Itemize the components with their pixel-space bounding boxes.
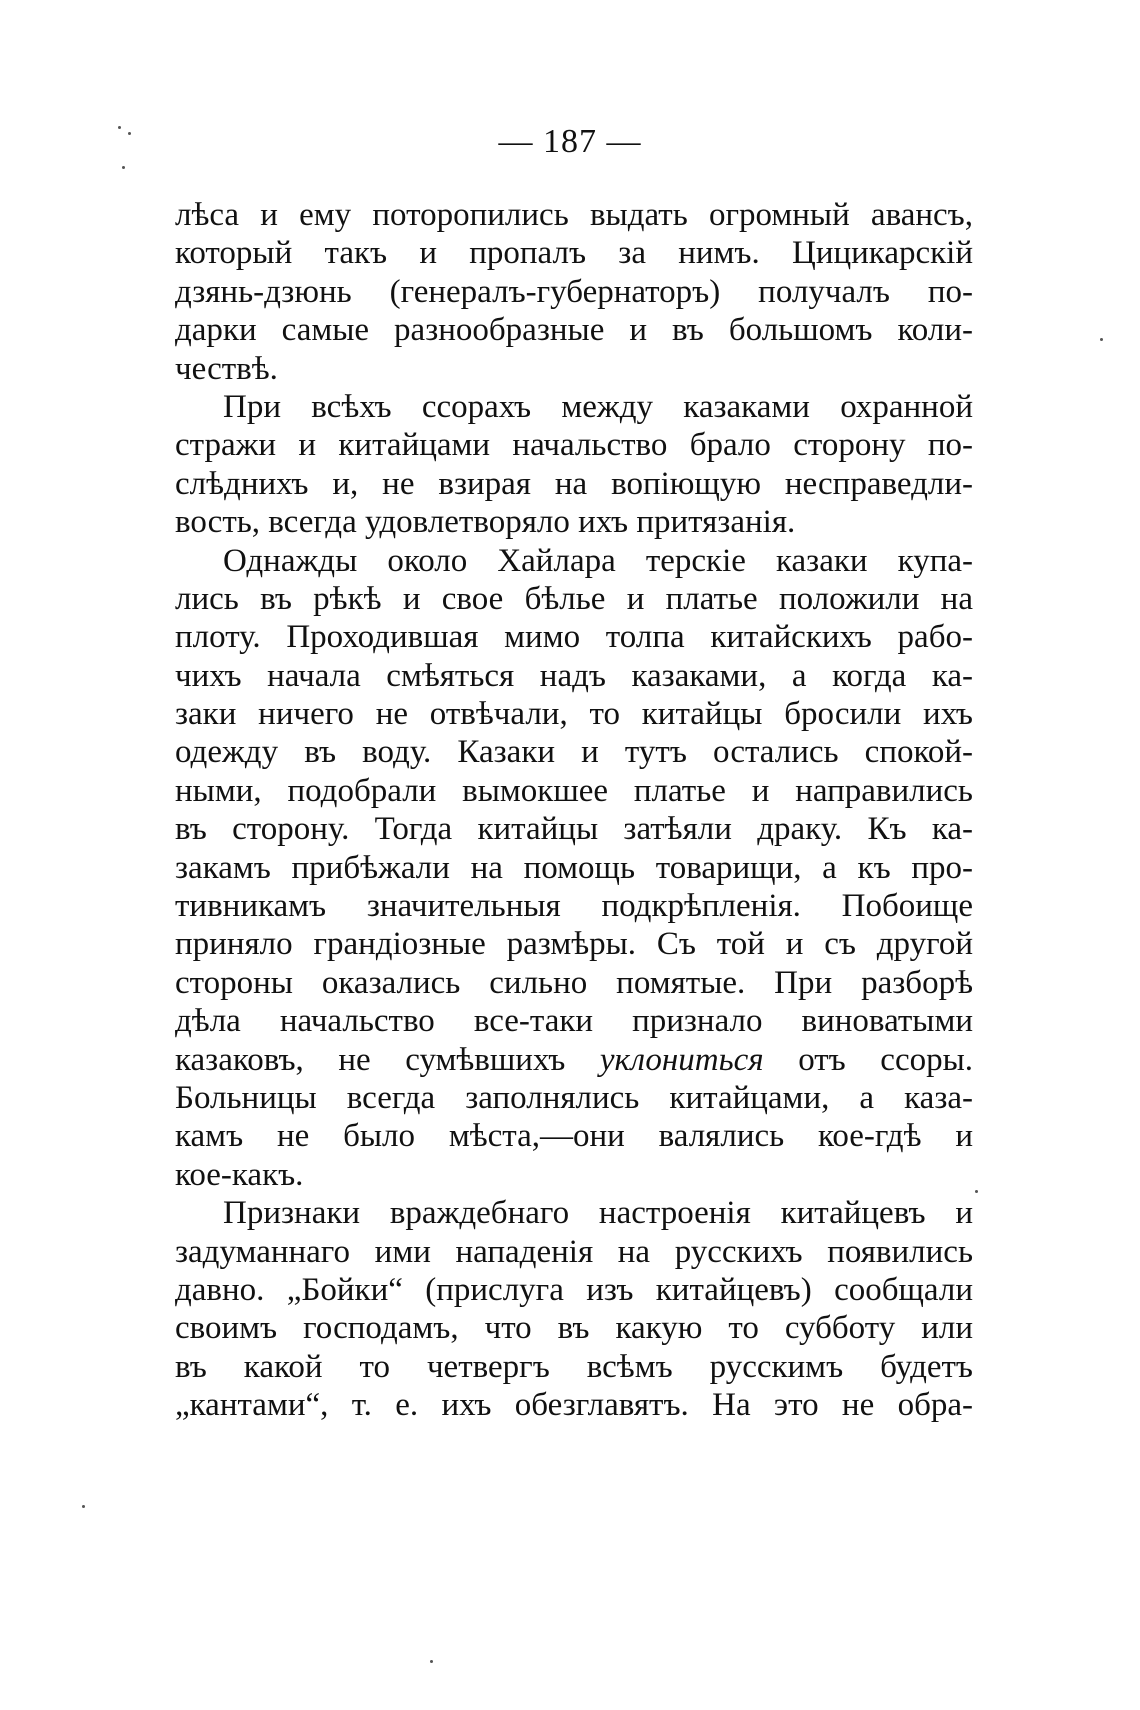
text-line: закамъ прибѣжали на помощь товарищи, а къ про- bbox=[175, 849, 973, 886]
text-line: заки ничего не отвѣчали, то китайцы бросили ихъ bbox=[175, 696, 973, 733]
emphasized-word: уклониться bbox=[599, 1041, 764, 1078]
text-line: камъ не было мѣста,—они валялись кое-гдѣ и bbox=[175, 1118, 973, 1155]
text-line: чествѣ. bbox=[175, 350, 278, 387]
text-line: который такъ и пропалъ за нимъ. Цицикарскій bbox=[175, 235, 973, 272]
text-line-with-emphasis bbox=[175, 1041, 973, 1079]
paragraph-2 bbox=[175, 388, 973, 542]
text-line: приняло грандіозные размѣры. Съ той и съ другой bbox=[175, 926, 973, 963]
text-line: слѣднихъ и, не взирая на вопіющую несправедли- bbox=[175, 465, 973, 502]
text-line: ными, подобрали вымокшее платье и направились bbox=[175, 772, 973, 809]
text-line: одежду въ воду. Казаки и тутъ остались спокой- bbox=[175, 734, 973, 771]
text-segment: отъ ссоры. bbox=[798, 1041, 973, 1078]
text-line: давно. „Бойки“ (прислуга изъ китайцевъ) сообщали bbox=[175, 1271, 973, 1308]
scan-speck bbox=[430, 1660, 433, 1663]
scan-speck bbox=[118, 126, 121, 129]
text-line: Однажды около Хайлара терскіе казаки купа- bbox=[223, 542, 973, 579]
text-segment: казаковъ, не сумѣвшихъ bbox=[175, 1041, 566, 1078]
text-line: кое-какъ. bbox=[175, 1156, 304, 1193]
text-line: стражи и китайцами начальство брало сторону по- bbox=[175, 427, 973, 464]
text-line: вость, всегда удовлетворяло ихъ притязанія. bbox=[175, 504, 796, 541]
text-line: стороны оказались сильно помятые. При разборѣ bbox=[175, 964, 973, 1001]
text-line: въ сторону. Тогда китайцы затѣяли драку. Къ ка- bbox=[175, 811, 973, 848]
scan-speck bbox=[975, 1190, 978, 1193]
text-line: плоту. Проходившая мимо толпа китайскихъ рабо- bbox=[175, 619, 973, 656]
text-line: Больницы всегда заполнялись китайцами, а каза- bbox=[175, 1079, 973, 1116]
paragraph-4 bbox=[175, 1194, 973, 1424]
scan-speck bbox=[82, 1505, 85, 1508]
text-line: своимъ господамъ, что въ какую то субботу или bbox=[175, 1310, 973, 1347]
text-line: Признаки враждебнаго настроенія китайцевъ и bbox=[223, 1195, 973, 1232]
scan-speck bbox=[1100, 338, 1103, 341]
text-line: тивникамъ значительныя подкрѣпленія. Побоище bbox=[175, 888, 973, 925]
text-line: задуманнаго ими нападенія на русскихъ появились bbox=[175, 1233, 973, 1270]
body-text bbox=[175, 196, 973, 1425]
text-line: дарки самые разнообразные и въ большомъ коли- bbox=[175, 312, 973, 349]
text-line: При всѣхъ ссорахъ между казаками охранной bbox=[223, 388, 973, 425]
paragraph-3 bbox=[175, 542, 973, 1195]
scan-speck bbox=[122, 166, 125, 169]
text-line: лись въ рѣкѣ и свое бѣлье и платье положили на bbox=[175, 580, 973, 617]
text-line: „кантами“, т. е. ихъ обезглавятъ. На это не обра- bbox=[175, 1387, 973, 1424]
text-line: лѣса и ему поторопились выдать огромный авансъ, bbox=[175, 197, 973, 233]
scan-speck bbox=[128, 132, 131, 135]
text-line: чихъ начала смѣяться надъ казаками, а когда ка- bbox=[175, 657, 973, 694]
text-line: дѣла начальство все-таки признало виноватыми bbox=[175, 1003, 973, 1040]
paragraph-1 bbox=[175, 196, 973, 388]
page-number: — 187 — bbox=[498, 123, 642, 160]
text-line: дзянь-дзюнь (генералъ-губернаторъ) получалъ по- bbox=[175, 273, 973, 310]
text-line: въ какой то четвергъ всѣмъ русскимъ будетъ bbox=[175, 1348, 973, 1385]
